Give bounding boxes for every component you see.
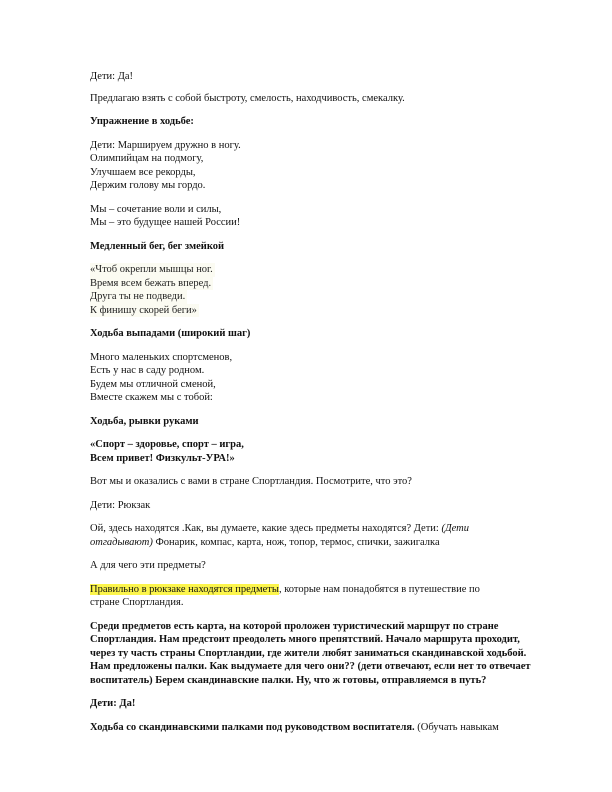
text-line: Нам предложены палки. Как выдумаете для чего они?? (дети отвечают, если нет то отвечает: [90, 661, 531, 672]
poem-line: Друга ты не подведи.: [90, 291, 186, 302]
text-span: (Обучать навыкам: [414, 721, 499, 733]
poem-line: К финишу скорей беги»: [90, 304, 197, 316]
paragraph: [90, 559, 522, 573]
paragraph: [90, 721, 522, 735]
text-line: Дети: Да!: [90, 698, 136, 709]
highlighted-text: Правильно в рюкзаке находятся предметы: [90, 583, 279, 595]
poem-line: Мы – сочетание воли и силы,: [90, 203, 222, 215]
section-heading: [90, 240, 522, 254]
poem-line: Всем привет! Физкульт-УРА!»: [90, 452, 235, 464]
poem-line: Вместе скажем мы с тобой:: [90, 392, 213, 403]
paragraph: [90, 475, 522, 489]
text-line: Спортландия. Нам предстоит преодолеть много препятствий. Начало маршрута проходит,: [90, 634, 520, 645]
heading-text: Медленный бег, бег змейкой: [90, 240, 225, 252]
section-heading: [90, 327, 522, 341]
poem-stanza: [90, 351, 522, 405]
paragraph: [90, 583, 522, 610]
poem-line: Время всем бежать вперед.: [90, 277, 212, 289]
poem-line: Олимпийцам на подмогу,: [90, 153, 204, 164]
poem-stanza: [90, 438, 522, 465]
heading-text: Ходьба выпадами (широкий шаг): [90, 328, 251, 339]
paragraph: [90, 92, 522, 106]
poem-line: Есть у нас в саду родном.: [90, 365, 205, 376]
paragraph: [90, 620, 531, 688]
poem-line: Мы – это будущее нашей России!: [90, 217, 241, 228]
paragraph: [90, 697, 522, 711]
text-span: , которые нам понадобятся в путешествие по: [278, 583, 480, 595]
heading-text: Ходьба, рывки руками: [90, 415, 199, 427]
poem-stanza: [90, 139, 522, 193]
text-line: Дети: Да!: [90, 71, 134, 82]
bold-span: Ходьба со скандинавскими палками под руководством воспитателя.: [90, 721, 415, 733]
paragraph: [90, 70, 522, 84]
paragraph: [90, 522, 522, 549]
poem-line: Будем мы отличной сменой,: [90, 378, 216, 390]
text-line: через ту часть страны Спортландии, где жители любят заниматься скандинавской ходьбой.: [90, 647, 527, 659]
text-line: Предлагаю взять с собой быстроту, смелость, находчивость, смекалку.: [90, 92, 405, 104]
text-span: Фонарик, компас, карта, нож, топор, термос, спички, зажигалка: [152, 536, 440, 548]
text-line: воспитатель) Берем скандинавские палки. Ну, что ж готовы, отправляемся в путь?: [90, 674, 487, 686]
poem-line: Улучшаем все рекорды,: [90, 166, 196, 178]
poem-line: Держим голову мы гордо.: [90, 180, 206, 191]
poem-quote: [90, 263, 522, 317]
section-heading: [90, 415, 522, 429]
section-heading: [90, 115, 522, 129]
text-line: стране Спортландия.: [90, 597, 184, 608]
text-line: Среди предметов есть карта, на которой проложен туристический маршрут по стране: [90, 620, 499, 632]
paragraph: [90, 499, 522, 513]
poem-stanza: [90, 203, 522, 230]
text-line: Дети: Рюкзак: [90, 499, 151, 511]
poem-line: Дети: Маршируем дружно в ногу.: [90, 139, 241, 151]
poem-line: «Спорт – здоровье, спорт – игра,: [90, 439, 244, 450]
poem-line: Много маленьких спортсменов,: [90, 351, 233, 363]
italic-span: отгадывают): [90, 536, 153, 548]
italic-span: (Дети: [441, 523, 470, 534]
heading-text: Упражнение в ходьбе:: [90, 116, 194, 127]
text-line: Вот мы и оказались с вами в стране Спортландия. Посмотрите, что это?: [90, 476, 412, 487]
text-line: А для чего эти предметы?: [90, 560, 206, 571]
text-span: Ой, здесь находятся .Как, вы думаете, какие здесь предметы находятся? Дети:: [90, 523, 442, 534]
poem-line: «Чтоб окрепли мышцы ног.: [90, 264, 213, 275]
